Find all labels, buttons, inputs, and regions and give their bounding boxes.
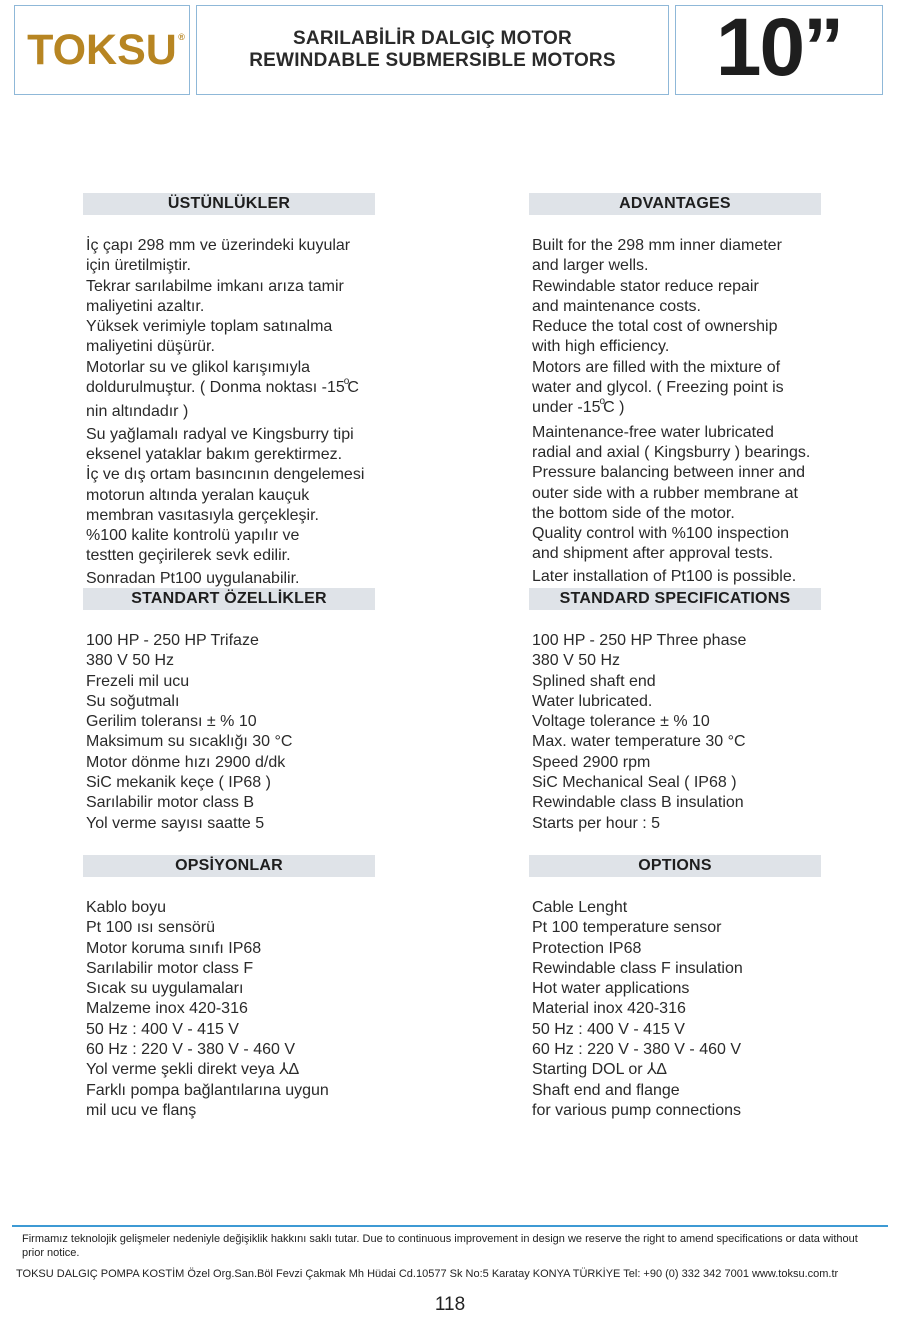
list-item: 380 V 50 Hz [532,652,621,670]
list-item: Water lubricated. [532,692,653,710]
toksu-logo [27,25,185,75]
list-item: Sarılabilir motor class F [86,959,254,977]
list-item: Tekrar sarılabilme imkanı arıza tamir [86,277,344,295]
list-item: SiC Mechanical Seal ( IP68 ) [532,774,737,792]
list-item: Voltage tolerance ± % 10 [532,713,710,731]
list-item: water and glycol. ( Freezing point is [532,379,784,397]
english-column [529,193,821,1121]
list-item: mil ucu ve flanş [86,1101,197,1119]
list-item: Protection IP68 [532,939,642,957]
options-list-en [532,898,821,1121]
list-item: Material inox 420-316 [532,1000,686,1018]
list-item: and larger wells. [532,257,649,275]
list-item: Quality control with %100 inspection [532,525,790,543]
list-item: Farklı pompa bağlantılarına uygun [86,1081,329,1099]
list-item: 380 V 50 Hz [86,652,175,670]
list-item: Shaft end and flange [532,1081,680,1099]
list-item: Pt 100 ısı sensörü [86,919,215,937]
list-item: Su yağlamalı radyal ve Kingsburry tipi [86,425,354,443]
list-item: 100 HP - 250 HP Trifaze [86,632,259,649]
section-heading-advantages-tr: ÜSTÜNLÜKLER [83,193,375,215]
list-item: testten geçirilerek sevk edilir. [86,547,291,565]
list-item: the bottom side of the motor. [532,504,735,522]
motor-size-label: 10” [715,2,843,93]
page-number: 118 [434,1294,466,1315]
list-item: maliyetini düşürür. [86,338,215,356]
list-item: with high efficiency. [532,338,670,356]
list-item: Maintenance-free water lubricated [532,423,774,441]
list-item: for various pump connections [532,1101,741,1119]
list-item: Built for the 298 mm inner diameter [532,237,782,254]
list-item: nin altındadır ) [86,403,189,421]
title-box [196,5,669,95]
list-item: Maksimum su sıcaklığı 30 °C [86,733,293,751]
list-item: and shipment after approval tests. [532,545,774,563]
list-item: eksenel yataklar bakım gerektirmez. [86,445,343,463]
registered-mark: ® [178,31,185,42]
list-item: Sarılabilir motor class B [86,794,255,812]
logo-box [14,5,190,95]
list-item: outer side with a rubber membrane at [532,484,798,502]
logo-text: TOKSU [27,25,177,74]
list-item: Motor koruma sınıfı IP68 [86,939,262,957]
celsius-unit: C [347,379,359,397]
disclaimer-note: Firmamız teknolojik gelişmeler nedeniyle değişiklik hakkını saklı tutar. Due to continuous improvement in design we reserve the right to amend specifications or data without prior notice. [22,1233,858,1259]
list-item: radial and axial ( Kingsburry ) bearings. [532,443,811,461]
list-item: Reduce the total cost of ownership [532,318,778,336]
specs-list-tr [86,631,375,855]
turkish-column [83,193,375,1121]
footer-divider [12,1225,888,1227]
list-item: Gerilim toleransı ± % 10 [86,713,257,731]
list-item: Frezeli mil ucu [86,672,190,690]
list-item: Sıcak su uygulamaları [86,980,244,998]
list-item: 50 Hz : 400 V - 415 V [532,1020,685,1038]
degree-sign: o [343,376,350,388]
list-item: Su soğutmalı [86,692,180,710]
list-item: Sonradan Pt100 uygulanabilir. [86,569,300,587]
list-item: Hot water applications [532,980,690,998]
list-item: Kablo boyu [86,899,167,916]
list-item: 100 HP - 250 HP Three phase [532,632,747,649]
list-item: Pressure balancing between inner and [532,464,806,482]
list-item: Motors are filled with the mixture of [532,358,781,376]
list-item: motorun altında yeralan kauçuk [86,486,310,504]
list-item: Motorlar su ve glikol karışımıyla [86,358,311,376]
section-heading-specs-tr: STANDART ÖZELLİKLER [83,588,375,610]
section-heading-options-tr: OPSİYONLAR [83,855,375,877]
advantages-list-en [532,236,821,588]
list-item: 60 Hz : 220 V - 380 V - 460 V [532,1041,742,1059]
section-heading-specs-en: STANDARD SPECIFICATIONS [529,588,821,610]
section-heading-options-en: OPTIONS [529,855,821,877]
list-item: Yol verme şekli direkt veya ⅄∆ [86,1061,299,1079]
list-item: için üretilmiştir. [86,257,191,275]
title-turkish: SARILABİLİR DALGIÇ MOTOR [293,28,572,49]
list-item [532,398,821,420]
specs-list-en [532,631,821,855]
freezing-text: under -15 [532,399,601,417]
list-item: Motor dönme hızı 2900 d/dk [86,753,286,771]
section-heading-advantages-en: ADVANTAGES [529,193,821,215]
list-item: İç çapı 298 mm ve üzerindeki kuyular [86,237,351,254]
degree-sign: o [599,396,606,408]
celsius-unit: C ) [603,399,625,417]
list-item: Pt 100 temperature sensor [532,919,722,937]
list-item: Starting DOL or ⅄∆ [532,1061,667,1079]
options-list-tr [86,898,375,1121]
list-item [86,378,375,400]
size-box [675,2,883,95]
list-item: Rewindable stator reduce repair [532,277,759,295]
list-item: Cable Lenght [532,899,628,916]
list-item: maliyetini azaltır. [86,297,205,315]
company-address: TOKSU DALGIÇ POMPA KOSTİM Özel Org.San.Böl Fevzi Çakmak Mh Hüdai Cd.10577 Sk No:5 Karatay KONYA TÜRKİYE Tel: +90 (0) 332 342 7001 www.toksu.com.tr [16,1268,839,1280]
list-item: Rewindable class F insulation [532,959,743,977]
list-item: Yüksek verimiyle toplam satınalma [86,318,333,336]
list-item: Starts per hour : 5 [532,814,661,832]
list-item: %100 kalite kontrolü yapılır ve [86,527,300,545]
title-english: REWINDABLE SUBMERSIBLE MOTORS [249,50,616,71]
list-item: Malzeme inox 420-316 [86,1000,248,1018]
list-item: 50 Hz : 400 V - 415 V [86,1020,239,1038]
list-item: SiC mekanik keçe ( IP68 ) [86,774,271,792]
list-item: İç ve dış ortam basıncının dengelemesi [86,466,365,484]
advantages-list-tr [86,236,375,588]
freezing-text: doldurulmuştur. ( Donma noktası -15 [86,379,345,397]
list-item: 60 Hz : 220 V - 380 V - 460 V [86,1041,296,1059]
list-item: Rewindable class B insulation [532,794,744,812]
list-item: Later installation of Pt100 is possible. [532,567,797,585]
list-item: Yol verme sayısı saatte 5 [86,814,265,832]
list-item: and maintenance costs. [532,297,701,315]
list-item: membran vasıtasıyla gerçekleşir. [86,506,319,524]
list-item: Max. water temperature 30 °C [532,733,746,751]
list-item: Speed 2900 rpm [532,753,651,771]
list-item: Splined shaft end [532,672,656,690]
